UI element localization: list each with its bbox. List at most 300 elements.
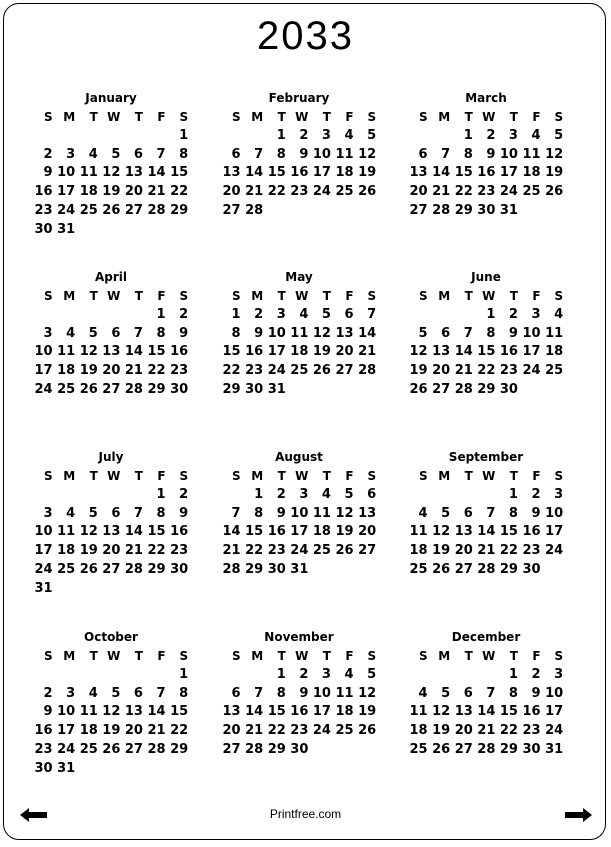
empty-cell	[75, 486, 98, 505]
site-credit[interactable]: Printfree.com	[269, 807, 342, 821]
day-cell: 29	[170, 202, 189, 218]
day-cell: 3	[554, 486, 564, 502]
day-cell: 16	[245, 344, 264, 360]
day-cell: 11	[335, 146, 354, 162]
empty-cell	[450, 666, 473, 685]
day-cell: 6	[367, 486, 377, 502]
day-cell: 8	[508, 685, 518, 701]
day-cell: 6	[111, 325, 121, 341]
day-cell: 2	[531, 666, 541, 682]
day-cell: 19	[312, 344, 331, 360]
day-cell: 25	[57, 561, 76, 577]
empty-cell	[473, 666, 496, 685]
day-cell: 8	[276, 685, 286, 701]
day-cell: 12	[79, 344, 98, 360]
day-cell: 29	[454, 202, 473, 218]
day-cell: 8	[179, 685, 189, 701]
day-cell: 29	[147, 561, 166, 577]
day-cell: 20	[102, 363, 121, 379]
day-cell: 24	[545, 543, 564, 559]
day-cell: 25	[312, 543, 331, 559]
day-cell: 8	[463, 146, 473, 162]
empty-cell	[450, 306, 473, 325]
day-cell: 1	[179, 666, 189, 682]
day-cell: 10	[267, 325, 286, 341]
day-cell: 4	[418, 685, 428, 701]
day-cell: 4	[88, 685, 98, 701]
day-cell: 22	[170, 184, 189, 200]
day-cell: 7	[254, 685, 264, 701]
day-cell: 17	[57, 723, 76, 739]
day-cell: 20	[358, 524, 377, 540]
day-cell: 6	[418, 146, 428, 162]
day-cell: 6	[133, 146, 143, 162]
day-cell: 25	[545, 363, 564, 379]
day-cell: 14	[124, 524, 143, 540]
day-cell: 30	[34, 760, 53, 776]
day-cell: 1	[156, 486, 166, 502]
day-cell: 7	[133, 505, 143, 521]
day-cell: 1	[276, 666, 286, 682]
day-cell: 29	[170, 741, 189, 757]
weekday-header: T	[322, 289, 331, 303]
day-cell: 30	[499, 381, 518, 397]
day-cell: 4	[554, 306, 564, 322]
day-cell: 5	[111, 146, 121, 162]
day-cell: 8	[254, 505, 264, 521]
day-cell: 2	[179, 486, 189, 502]
day-cell: 29	[499, 561, 518, 577]
day-cell: 13	[222, 165, 241, 181]
day-cell: 25	[290, 363, 309, 379]
weekday-header: W	[482, 289, 496, 303]
day-cell: 16	[522, 524, 541, 540]
day-cell: 27	[102, 381, 121, 397]
month-title: September	[448, 450, 524, 464]
weekday-header: M	[63, 649, 76, 663]
weekday-header: M	[251, 289, 264, 303]
day-cell: 23	[522, 543, 541, 559]
day-cell: 2	[179, 306, 189, 322]
day-cell: 26	[312, 363, 331, 379]
day-cell: 21	[477, 543, 496, 559]
day-cell: 7	[463, 325, 473, 341]
day-cell: 2	[299, 127, 309, 143]
day-cell: 3	[299, 486, 309, 502]
day-cell: 3	[508, 127, 518, 143]
day-cell: 27	[358, 543, 377, 559]
weekday-header: S	[231, 469, 241, 483]
day-cell: 19	[545, 165, 564, 181]
weekday-header: T	[464, 469, 473, 483]
day-cell: 24	[267, 363, 286, 379]
day-cell: 25	[522, 184, 541, 200]
day-cell: 11	[545, 325, 564, 341]
day-cell: 4	[344, 666, 354, 682]
day-cell: 13	[409, 165, 428, 181]
day-cell: 21	[222, 543, 241, 559]
weekday-header: S	[418, 110, 428, 124]
day-cell: 30	[267, 561, 286, 577]
weekday-header: S	[554, 289, 564, 303]
day-cell: 26	[432, 741, 451, 757]
day-cell: 28	[477, 741, 496, 757]
empty-cell	[218, 127, 241, 146]
day-cell: 2	[276, 486, 286, 502]
day-cell: 14	[147, 704, 166, 720]
day-cell: 20	[335, 344, 354, 360]
day-cell: 5	[321, 306, 331, 322]
day-cell: 19	[79, 363, 98, 379]
day-cell: 15	[170, 704, 189, 720]
day-cell: 27	[124, 741, 143, 757]
day-cell: 11	[57, 524, 76, 540]
day-cell: 30	[477, 202, 496, 218]
day-cell: 11	[79, 704, 98, 720]
day-cell: 3	[276, 306, 286, 322]
day-cell: 28	[147, 202, 166, 218]
weekday-header: S	[43, 289, 53, 303]
day-cell: 9	[179, 505, 189, 521]
day-cell: 24	[312, 184, 331, 200]
month-title: August	[275, 450, 323, 464]
day-cell: 13	[102, 524, 121, 540]
day-cell: 1	[254, 486, 264, 502]
day-cell: 20	[222, 184, 241, 200]
day-cell: 16	[499, 344, 518, 360]
empty-cell	[428, 486, 451, 505]
day-cell: 19	[409, 363, 428, 379]
weekday-header: W	[107, 469, 121, 483]
month-grid	[30, 287, 192, 400]
month-grid	[218, 108, 380, 221]
day-cell: 22	[147, 543, 166, 559]
weekday-header: T	[134, 289, 143, 303]
day-cell: 20	[454, 543, 473, 559]
day-cell: 24	[290, 543, 309, 559]
page-title: 2033	[257, 14, 354, 58]
day-cell: 31	[267, 381, 286, 397]
day-cell: 5	[111, 685, 121, 701]
weekday-header: S	[367, 649, 377, 663]
weekday-header: F	[532, 649, 541, 663]
day-cell: 27	[222, 741, 241, 757]
day-cell: 20	[124, 723, 143, 739]
month-march	[405, 89, 567, 221]
day-cell: 23	[499, 363, 518, 379]
day-cell: 25	[335, 184, 354, 200]
day-cell: 18	[335, 165, 354, 181]
day-cell: 22	[477, 363, 496, 379]
day-cell: 6	[133, 685, 143, 701]
day-cell: 17	[290, 524, 309, 540]
weekday-header: S	[367, 289, 377, 303]
day-cell: 12	[545, 146, 564, 162]
weekday-header: W	[107, 649, 121, 663]
weekday-header: F	[345, 469, 354, 483]
month-april	[30, 268, 192, 400]
day-cell: 23	[290, 723, 309, 739]
arrow-right-icon[interactable]	[564, 808, 592, 822]
day-cell: 28	[432, 202, 451, 218]
weekday-header: W	[295, 649, 309, 663]
weekday-header: W	[107, 110, 121, 124]
day-cell: 19	[358, 704, 377, 720]
day-cell: 28	[454, 381, 473, 397]
day-cell: 12	[432, 704, 451, 720]
weekday-header: W	[295, 469, 309, 483]
weekday-header: T	[322, 649, 331, 663]
day-cell: 22	[147, 363, 166, 379]
day-cell: 7	[486, 685, 496, 701]
day-cell: 13	[124, 165, 143, 181]
empty-cell	[75, 666, 98, 685]
day-cell: 31	[290, 561, 309, 577]
day-cell: 28	[245, 741, 264, 757]
day-cell: 18	[79, 723, 98, 739]
empty-cell	[53, 666, 76, 685]
empty-cell	[428, 666, 451, 685]
month-grid	[218, 647, 380, 760]
weekday-header: S	[554, 469, 564, 483]
day-cell: 20	[222, 723, 241, 739]
weekday-header: S	[231, 289, 241, 303]
day-cell: 24	[312, 723, 331, 739]
day-cell: 10	[499, 146, 518, 162]
day-cell: 1	[156, 306, 166, 322]
day-cell: 18	[409, 543, 428, 559]
day-cell: 7	[156, 685, 166, 701]
month-grid	[218, 467, 380, 580]
day-cell: 5	[88, 325, 98, 341]
day-cell: 14	[222, 524, 241, 540]
day-cell: 11	[79, 165, 98, 181]
day-cell: 26	[545, 184, 564, 200]
day-cell: 22	[222, 363, 241, 379]
day-cell: 23	[170, 543, 189, 559]
month-grid	[30, 108, 192, 240]
day-cell: 26	[409, 381, 428, 397]
weekday-header: M	[63, 289, 76, 303]
day-cell: 19	[79, 543, 98, 559]
weekday-header: T	[89, 469, 98, 483]
empty-cell	[98, 666, 121, 685]
weekday-header: S	[43, 469, 53, 483]
day-cell: 29	[499, 741, 518, 757]
day-cell: 10	[57, 165, 76, 181]
day-cell: 17	[312, 704, 331, 720]
day-cell: 25	[335, 723, 354, 739]
day-cell: 28	[222, 561, 241, 577]
day-cell: 24	[57, 202, 76, 218]
day-cell: 10	[312, 146, 331, 162]
day-cell: 27	[454, 741, 473, 757]
day-cell: 24	[545, 723, 564, 739]
day-cell: 31	[57, 221, 76, 237]
day-cell: 21	[245, 723, 264, 739]
day-cell: 3	[554, 666, 564, 682]
weekday-header: T	[464, 289, 473, 303]
day-cell: 5	[367, 666, 377, 682]
day-cell: 26	[102, 741, 121, 757]
empty-cell	[241, 666, 264, 685]
day-cell: 3	[531, 306, 541, 322]
day-cell: 30	[34, 221, 53, 237]
day-cell: 22	[245, 543, 264, 559]
weekday-header: T	[464, 649, 473, 663]
day-cell: 1	[276, 127, 286, 143]
day-cell: 10	[545, 685, 564, 701]
day-cell: 23	[34, 202, 53, 218]
day-cell: 5	[88, 505, 98, 521]
month-september	[405, 448, 567, 580]
empty-cell	[241, 127, 264, 146]
day-cell: 6	[231, 146, 241, 162]
day-cell: 17	[57, 184, 76, 200]
day-cell: 15	[147, 344, 166, 360]
month-title: November	[264, 630, 334, 644]
day-cell: 16	[170, 344, 189, 360]
day-cell: 24	[34, 561, 53, 577]
day-cell: 27	[454, 561, 473, 577]
empty-cell	[30, 127, 53, 146]
day-cell: 17	[34, 543, 53, 559]
weekday-header: T	[277, 649, 286, 663]
day-cell: 31	[57, 760, 76, 776]
weekday-header: T	[464, 110, 473, 124]
weekday-header: S	[231, 649, 241, 663]
weekday-header: S	[554, 110, 564, 124]
weekday-header: M	[438, 289, 451, 303]
day-cell: 11	[290, 325, 309, 341]
day-cell: 24	[499, 184, 518, 200]
day-cell: 17	[312, 165, 331, 181]
month-grid	[405, 108, 567, 221]
weekday-header: W	[482, 649, 496, 663]
empty-cell	[53, 306, 76, 325]
day-cell: 17	[545, 704, 564, 720]
day-cell: 13	[124, 704, 143, 720]
day-cell: 4	[88, 146, 98, 162]
weekday-header: S	[179, 110, 189, 124]
day-cell: 3	[43, 325, 53, 341]
day-cell: 5	[344, 486, 354, 502]
day-cell: 3	[321, 127, 331, 143]
day-cell: 10	[34, 344, 53, 360]
empty-cell	[143, 127, 166, 146]
empty-cell	[428, 306, 451, 325]
day-cell: 3	[66, 685, 76, 701]
month-grid	[405, 647, 567, 760]
day-cell: 8	[156, 505, 166, 521]
day-cell: 10	[290, 505, 309, 521]
day-cell: 9	[43, 165, 53, 181]
day-cell: 11	[409, 704, 428, 720]
weekday-header: F	[345, 289, 354, 303]
day-cell: 17	[522, 344, 541, 360]
day-cell: 9	[531, 505, 541, 521]
empty-cell	[120, 486, 143, 505]
day-cell: 2	[254, 306, 264, 322]
weekday-header: T	[134, 649, 143, 663]
day-cell: 31	[34, 580, 53, 596]
weekday-header: F	[345, 649, 354, 663]
day-cell: 3	[43, 505, 53, 521]
month-grid	[405, 287, 567, 400]
month-january	[30, 89, 192, 240]
day-cell: 16	[290, 165, 309, 181]
empty-cell	[143, 666, 166, 685]
day-cell: 18	[335, 704, 354, 720]
day-cell: 30	[170, 381, 189, 397]
day-cell: 15	[245, 524, 264, 540]
weekday-header: W	[107, 289, 121, 303]
day-cell: 13	[454, 704, 473, 720]
day-cell: 27	[432, 381, 451, 397]
day-cell: 29	[267, 741, 286, 757]
weekday-header: W	[295, 110, 309, 124]
weekday-header: T	[322, 110, 331, 124]
day-cell: 20	[409, 184, 428, 200]
day-cell: 4	[344, 127, 354, 143]
empty-cell	[473, 486, 496, 505]
day-cell: 25	[79, 741, 98, 757]
day-cell: 6	[231, 685, 241, 701]
day-cell: 22	[454, 184, 473, 200]
month-may	[218, 268, 380, 400]
day-cell: 29	[222, 381, 241, 397]
day-cell: 21	[432, 184, 451, 200]
day-cell: 1	[486, 306, 496, 322]
month-title: February	[268, 91, 330, 105]
day-cell: 2	[43, 685, 53, 701]
day-cell: 17	[34, 363, 53, 379]
day-cell: 7	[441, 146, 451, 162]
day-cell: 16	[267, 524, 286, 540]
empty-cell	[120, 666, 143, 685]
day-cell: 14	[432, 165, 451, 181]
day-cell: 13	[335, 325, 354, 341]
day-cell: 18	[57, 543, 76, 559]
weekday-header: S	[554, 649, 564, 663]
day-cell: 22	[170, 723, 189, 739]
day-cell: 19	[358, 165, 377, 181]
day-cell: 14	[245, 165, 264, 181]
day-cell: 27	[124, 202, 143, 218]
day-cell: 10	[312, 685, 331, 701]
day-cell: 21	[124, 363, 143, 379]
day-cell: 30	[522, 741, 541, 757]
month-july	[30, 448, 192, 599]
day-cell: 5	[418, 325, 428, 341]
day-cell: 29	[147, 381, 166, 397]
day-cell: 15	[499, 704, 518, 720]
month-title: June	[471, 270, 501, 284]
day-cell: 13	[222, 704, 241, 720]
weekday-header: T	[509, 289, 518, 303]
empty-cell	[405, 486, 428, 505]
day-cell: 18	[79, 184, 98, 200]
day-cell: 8	[276, 146, 286, 162]
weekday-header: S	[179, 649, 189, 663]
day-cell: 29	[245, 561, 264, 577]
weekday-header: T	[89, 289, 98, 303]
day-cell: 18	[57, 363, 76, 379]
day-cell: 2	[486, 127, 496, 143]
day-cell: 5	[367, 127, 377, 143]
day-cell: 26	[102, 202, 121, 218]
empty-cell	[428, 127, 451, 146]
